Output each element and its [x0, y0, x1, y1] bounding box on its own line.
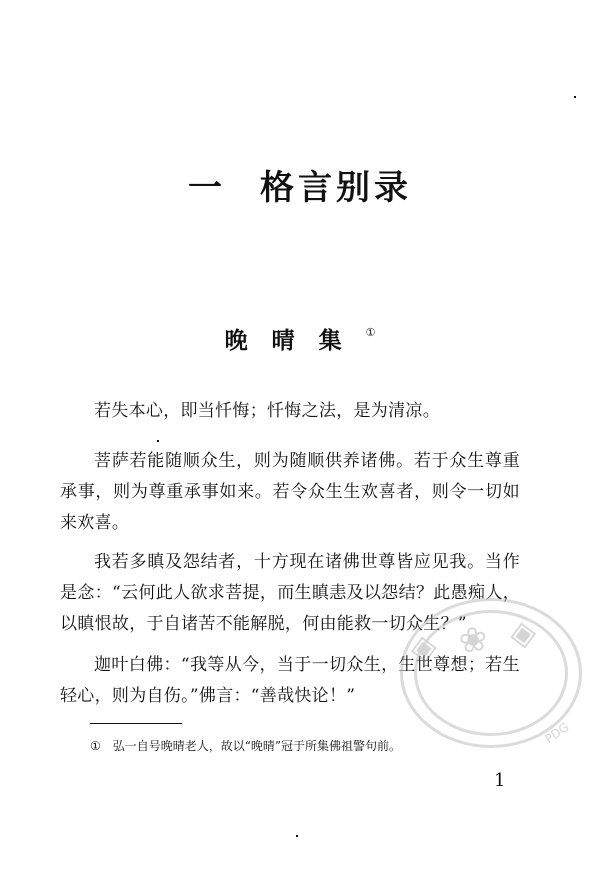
watermark-mark: PDG — [542, 719, 572, 747]
chapter-number: 一 — [188, 168, 226, 208]
footnote-text: 弘一自号晚晴老人，故以“晚晴”冠于所集佛祖警句前。 — [112, 739, 402, 753]
section-name: 晚晴集 — [224, 327, 366, 354]
footnote-mark: ① — [90, 739, 101, 753]
paragraph-text: 迦叶白佛：“我等从今，当于一切众生，生世尊想；若生轻心，则为自伤。”佛言：“善哉快论！” — [60, 655, 520, 706]
paragraph-text: 若失本心，即当忏悔；忏悔之法，是为清凉。 — [94, 401, 440, 421]
stamp-seal-icon: ◈ ❀ ◈ — [407, 610, 545, 670]
chapter-title — [0, 160, 600, 209]
paragraph-2 — [60, 446, 520, 539]
chapter-name: 格言别录 — [260, 168, 412, 208]
paragraph-1 — [60, 396, 520, 427]
scan-speck — [296, 835, 298, 837]
footnote-divider — [90, 723, 182, 724]
scan-speck — [157, 440, 159, 442]
page-number: 1 — [494, 770, 506, 791]
section-title — [0, 322, 600, 355]
footnote-reference: ① — [365, 326, 376, 339]
paragraph-text: 我若多瞋及怨结者，十方现在诸佛世尊皆应见我。当作是念：“云何此人欲求菩提，而生瞋恚及以怨结？此愚痴人，以瞋恨故，于自诸苦不能解脱，何由能救一切众生？” — [60, 552, 520, 634]
watermark-stamp — [400, 598, 582, 748]
paragraph-text: 菩萨若能随顺众生，则为随顺供养诸佛。若于众生尊重承事，则为尊重承事如来。若令众生生欢喜者，则令一切如来欢喜。 — [60, 451, 520, 533]
scan-speck — [574, 96, 576, 98]
